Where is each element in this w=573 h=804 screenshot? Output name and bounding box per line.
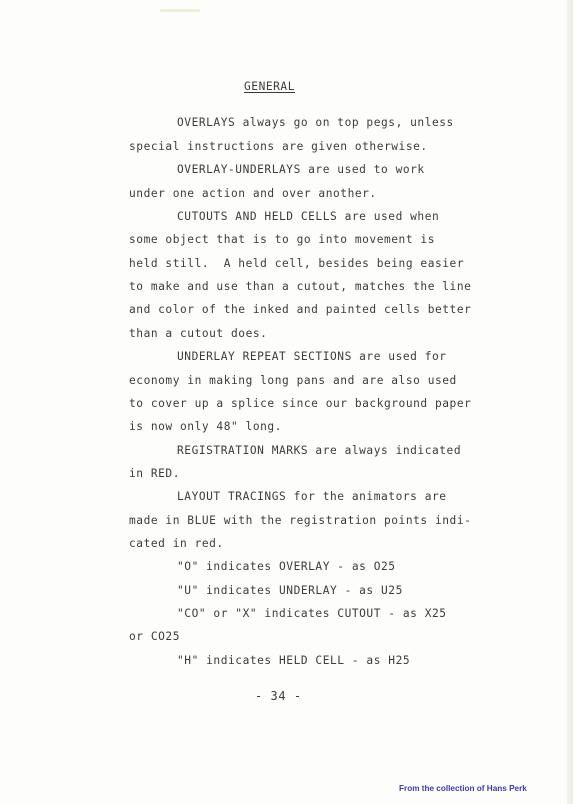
text-line: or CO25 <box>129 630 180 643</box>
text-line: UNDERLAY REPEAT SECTIONS are used for <box>177 350 447 363</box>
text-line: REGISTRATION MARKS are always indicated <box>177 444 462 457</box>
text-line: "H" indicates HELD CELL - as H25 <box>177 654 411 667</box>
text-line: LAYOUT TRACINGS for the animators are <box>177 490 447 503</box>
text-line: under one action and over another. <box>129 187 377 200</box>
text-line: to make and use than a cutout, matches the line <box>129 280 472 293</box>
text-line: and color of the inked and painted cells better <box>129 303 472 316</box>
text-line: special instructions are given otherwise. <box>129 140 428 153</box>
text-line: OVERLAY-UNDERLAYS are used to work <box>177 163 425 176</box>
page-number: - 34 - <box>255 689 302 703</box>
text-line: "O" indicates OVERLAY - as O25 <box>177 560 396 573</box>
text-line: "CO" or "X" indicates CUTOUT - as X25 <box>177 607 447 620</box>
text-line: "U" indicates UNDERLAY - as U25 <box>177 584 403 597</box>
text-line: OVERLAYS always go on top pegs, unless <box>177 116 454 129</box>
text-line: some object that is to go into movement is <box>129 233 435 246</box>
text-line: held still. A held cell, besides being easier <box>129 257 465 270</box>
text-line: in RED. <box>129 467 180 480</box>
text-line: is now only 48" long. <box>129 420 282 433</box>
paper-smudge <box>160 9 200 12</box>
text-line: cated in red. <box>129 537 224 550</box>
paper-edge <box>567 0 573 804</box>
text-line: CUTOUTS AND HELD CELLS are used when <box>177 210 440 223</box>
text-line: than a cutout does. <box>129 327 268 340</box>
page-heading: GENERAL <box>244 80 295 93</box>
text-line: to cover up a splice since our background paper <box>129 397 472 410</box>
text-line: economy in making long pans and are also used <box>129 374 457 387</box>
collection-credit: From the collection of Hans Perk <box>399 784 527 793</box>
text-line: made in BLUE with the registration points indi- <box>129 514 472 527</box>
